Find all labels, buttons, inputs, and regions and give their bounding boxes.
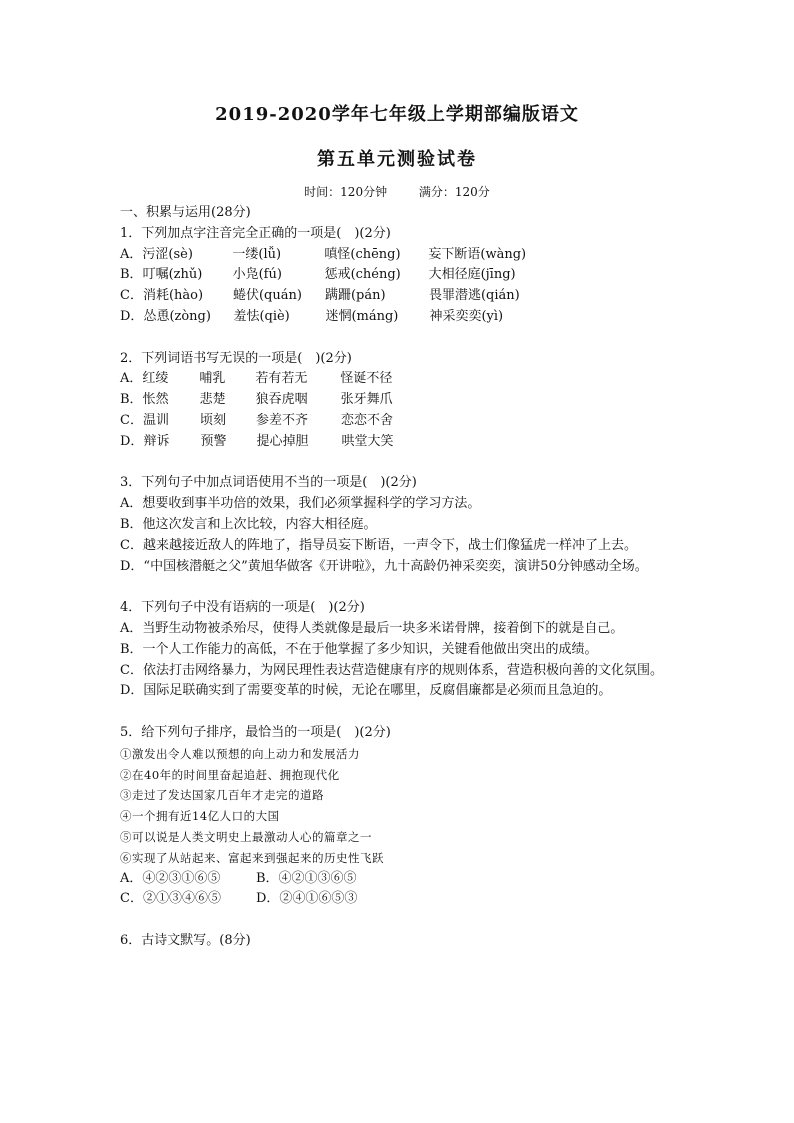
question-3-option-c: C．越来越接近敌人的阵地了，指导员妄下断语，一声令下，战士们像猛虎一样冲了上去。 — [120, 537, 637, 553]
question-5-options-row-2 — [120, 889, 680, 910]
question-5-sentence: ②在40年的时间里奋起追赶、拥抱现代化 — [120, 767, 340, 782]
section-heading: 一、积累与运用(28分) — [120, 205, 251, 220]
question-2-option-d: D．辩诉 预警 提心掉胆 哄堂大笑 — [120, 433, 394, 449]
question-2-option-b: B．怅然 悲楚 狼吞虎咽 张牙舞爪 — [120, 392, 393, 408]
exam-title: 2019-2020学年七年级上学期部编版语文 — [215, 104, 579, 125]
exam-body — [120, 203, 680, 952]
question-5-option-a: A．④②③①⑥⑤ — [120, 870, 221, 886]
full-score: 满分：120分 — [418, 185, 490, 199]
question-5-sentence: ⑤可以说是人类文明史上最激动人心的篇章之一 — [120, 829, 372, 844]
exam-subtitle: 第五单元测验试卷 — [317, 149, 477, 170]
question-4-option-c: C．依法打击网络暴力，为网民理性表达营造健康有序的规则体系，营造积极向善的文化氛围。 — [120, 662, 663, 678]
question-1-option-a: A．污涩(sè) 一缕(lǚ) 嗔怪(chēng) 妄下断语(wàng) — [120, 246, 527, 262]
exam-meta — [0, 183, 794, 200]
question-2-option-c: C．温训 顷刻 参差不齐 恋恋不舍 — [120, 412, 393, 428]
question-4-stem: 4．下列句子中没有语病的一项是( )(2分) — [120, 600, 365, 616]
question-5-option-c: C．②①③④⑥⑤ — [120, 891, 221, 907]
question-1-option-b: B．叮嘱(zhǔ) 小凫(fú) 惩戒(chéng) 大相径庭(jīng) — [120, 267, 516, 283]
question-2-stem: 2．下列词语书写无误的一项是( )(2分) — [120, 350, 352, 366]
question-4-option-a: A．当野生动物被杀殆尽，使得人类就像是最后一块多米诺骨牌，接着倒下的就是自己。 — [120, 620, 624, 636]
question-5-stem: 5．给下列句子排序，最恰当的一项是( )(2分) — [120, 724, 391, 740]
question-5-sentence: ①激发出令人难以预想的向上动力和发展活力 — [120, 746, 360, 761]
question-5-sentence: ③走过了发达国家几百年才走完的道路 — [120, 788, 324, 803]
question-1-option-c: C．消耗(hào) 蜷伏(quán) 蹒跚(pán) 畏罪潜逃(qián) — [120, 288, 520, 304]
question-1-stem: 1．下列加点字注音完全正确的一项是( )(2分) — [120, 225, 391, 241]
question-5-sentence: ⑥实现了从站起来、富起来到强起来的历史性飞跃 — [120, 850, 384, 865]
question-5-sentence: ④一个拥有近14亿人口的大国 — [120, 809, 280, 824]
question-3-option-b: B．他这次发言和上次比较，内容大相径庭。 — [120, 516, 377, 532]
question-5-option-d: D．②④①⑥⑤③ — [256, 891, 358, 907]
question-4-option-b: B．一个人工作能力的高低，不在于他掌握了多少知识，关键看他做出突出的成绩。 — [120, 641, 598, 657]
time-limit: 时间：120分钟 — [304, 185, 388, 199]
question-4-option-d: D．国际足联确实到了需要变革的时候，无论在哪里，反腐倡廉都是必须而且急迫的。 — [120, 683, 612, 699]
question-1-option-d: D．怂恿(zòng) 羞怯(qiè) 迷惘(máng) 神采奕奕(yì) — [120, 308, 504, 324]
question-6-stem: 6．古诗文默写。(8分) — [120, 932, 251, 948]
question-3-option-d: D．“中国核潜艇之父”黄旭华做客《开讲啦》，九十高龄仍神采奕奕，演讲50分钟感动全场。 — [120, 558, 648, 574]
question-3-option-a: A．想要收到事半功倍的效果，我们必须掌握科学的学习方法。 — [120, 496, 481, 512]
question-5-option-b: B．④②①③⑥⑤ — [256, 870, 357, 886]
question-2-option-a: A．红绫 哺乳 若有若无 怪诞不径 — [120, 371, 393, 387]
question-3-stem: 3．下列句子中加点词语使用不当的一项是( )(2分) — [120, 475, 417, 491]
question-5-options-row-1 — [120, 869, 680, 890]
